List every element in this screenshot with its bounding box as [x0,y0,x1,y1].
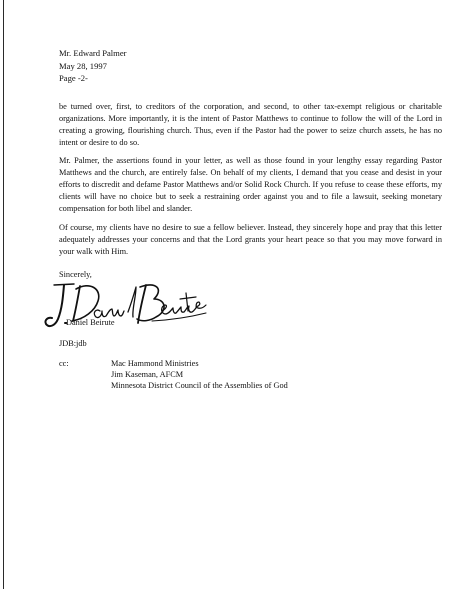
body-paragraph-2: Mr. Palmer, the assertions found in your letter, as well as those found in your lengthy essay regarding Pastor Matthews and the church, are entirely false. On behalf of my clients, I demand that you cease and desist in your efforts to discredit and defame Pastor Matthews and/or Solid Rock Church. If you refuse to cease these efforts, my clients will have no choice but to seek a restraining order against you and to file a lawsuit, seeking monetary compensation for both libel and slander. [59,156,442,213]
cc-recipient: Minnesota District Council of the Assemblies of God [111,381,288,390]
cc-recipient: Jim Kaseman, AFCM [111,370,184,379]
recipient-name: Mr. Edward Palmer [59,48,127,58]
cc-recipient-list [111,358,288,391]
scan-edge-line [3,0,4,589]
letter-header [59,47,127,85]
signer-name: Daniel Beirute [66,318,115,327]
cc-recipient: Mac Hammond Ministries [111,359,199,368]
cc-label: cc: [59,359,69,368]
body-paragraph-3: Of course, my clients have no desire to sue a fellow believer. Instead, they sincerely hope and pray that this letter adequately addresses your concerns and that the Lord grants your heart peace so that you may move forward in your walk with Him. [59,223,442,256]
closing-salutation: Sincerely, [59,270,92,279]
reference-initials: JDB:jdb [59,339,87,348]
letter-date: May 28, 1997 [59,60,107,71]
body-paragraph-1: be turned over, first, to creditors of the corporation, and second, to other tax-exempt religious or charitable organizations. More importantly, it is the intent of Pastor Matthews to continue to follow the will of the Lord in creating a growing, flourishing church. Thus, even if the Pastor had the power to seize church assets, he has no intent or desire to do so. [59,102,442,147]
page-number: Page -2- [59,73,88,83]
